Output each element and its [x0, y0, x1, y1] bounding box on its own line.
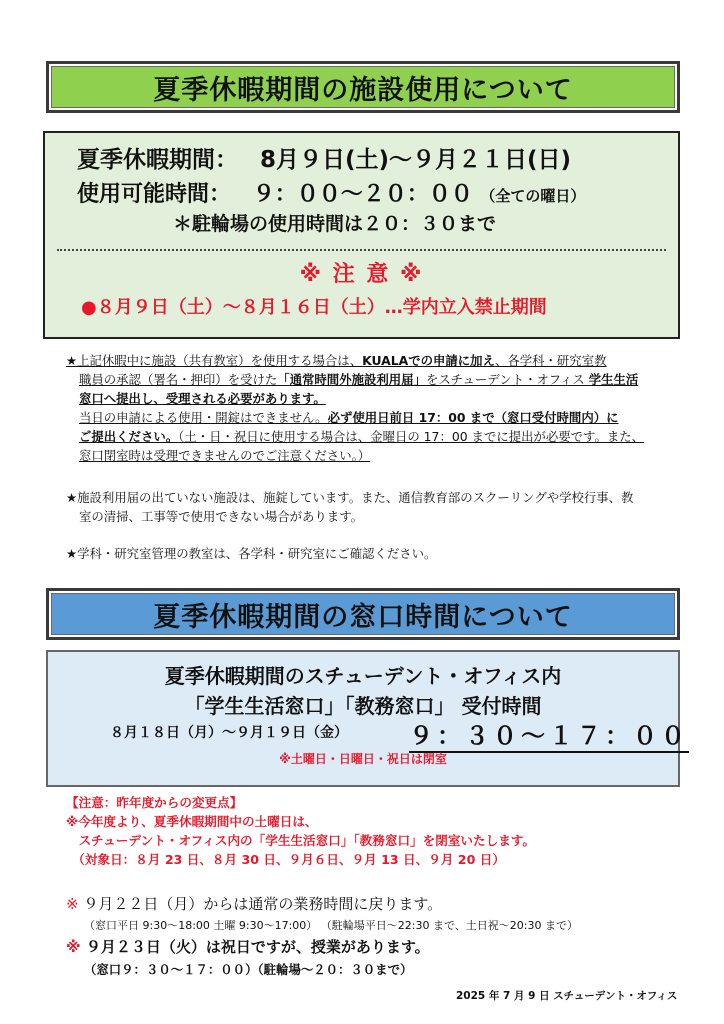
- bike-note: ＊駐輪場の使用時間は２０：３０まで: [173, 213, 497, 235]
- note2-text-a: ★施設利用届の出ていない施設は、施錠しています。また、通信教育部のスクーリングや学校行事、教: [66, 490, 634, 505]
- office-hours-banner: [46, 588, 680, 640]
- campus-closure-period: ●８月９日（土）～８月１６日（土）…学内立入禁止期間: [81, 297, 547, 318]
- office-closed-note: ※土曜日・日曜日・祝日は閉室: [279, 752, 447, 766]
- note1-text-h: 窓口へ提出し、受理される必要があります。: [79, 391, 326, 406]
- changes-notice: [66, 793, 535, 869]
- office-hours-time: ９：３０～１７：００: [409, 716, 689, 753]
- hours-label: 使用可能時間：: [77, 182, 232, 207]
- period-row: [77, 141, 710, 174]
- note1-text-i: 当日の申請による使用・開錠はできません。: [79, 410, 328, 425]
- changes-heading: 【注意：昨年度からの変更点】: [66, 795, 243, 810]
- office-hours-title: 夏季休暇期間の窓口時間について: [153, 601, 573, 633]
- office-hours-dates: ８月１８日（月）～９月１９日（金）: [110, 725, 348, 741]
- normal-hours-detail: （窓口平日 9:30～18:00 土曜 9:30～17:00） （駐輪場平日～22:30 まで、土日祝～20:30 まで）: [84, 919, 578, 932]
- hours-note: （全ての曜日）: [480, 187, 586, 205]
- application-note: [66, 351, 676, 465]
- hours-row: [77, 177, 710, 208]
- changes-line1: ※今年度より、夏季休暇期間中の土曜日は、: [66, 814, 318, 829]
- vacation-period-box: [43, 131, 680, 339]
- note1-text-f: をスチューデント・オフィス: [425, 372, 585, 387]
- issue-date-office: 2025 年 7 月 9 日 スチューデント・オフィス: [456, 990, 678, 1002]
- period-value: 8月９日(土)～９月２１日(日): [260, 147, 572, 173]
- office-hours-line1: 夏季休暇期間のスチューデント・オフィス内: [164, 664, 562, 688]
- note1-text-k: ご提出ください。: [79, 429, 179, 444]
- office-hours-box: [46, 650, 689, 787]
- note1-text-b: KUALAでの申請に加え: [362, 353, 495, 368]
- note1-text-m: 窓口閉室時は受理できませんのでご注意ください。）: [79, 448, 371, 463]
- normal-hours-return: [66, 893, 442, 914]
- normal-hours-text: ９月２２日（月）からは通常の業務時間に戻ります。: [83, 895, 443, 913]
- note1-text-l: （土・日・祝日に使用する場合は、金曜日の 17：00 までに提出が必要です。また、: [178, 429, 645, 444]
- note1-text-a: ★上記休暇中に施設（共有教室）を使用する場合は、: [66, 353, 363, 368]
- holiday-classes-note: [66, 936, 430, 957]
- note1-text-g: 学生生活: [588, 372, 639, 387]
- changes-line3: （対象日：８月 23 日、８月 30 日、９月６日、９月 13 日、９月 20 日）: [66, 852, 505, 867]
- facility-use-title: 夏季休暇期間の施設使用について: [153, 74, 573, 106]
- changes-line2: スチューデント・オフィス内の「学生生活窓口」「教務窓口」を閉室いたします。: [66, 833, 535, 848]
- period-label: 夏季休暇期間：: [77, 147, 238, 173]
- facility-use-banner: [46, 61, 680, 113]
- red-mark: ※: [66, 938, 81, 956]
- note1-text-d: 職員の承認（署名・押印）を受けた: [79, 372, 278, 387]
- caution-title: ※ 注 意 ※: [299, 262, 424, 287]
- note1-text-j: 必ず使用日前日 17：00 まで（窓口受付時間内）に: [327, 410, 619, 425]
- hours-value: ９：００～２０：００: [252, 182, 473, 207]
- note2-text-b: 室の清掃、工事等で使用できない場合があります。: [79, 509, 363, 524]
- holiday-hours-detail: （窓口９：３０～１７：００）（駐輪場～２０：３０まで）: [84, 962, 413, 977]
- office-hours-line2: 「学生生活窓口」「教務窓口」 受付時間: [184, 694, 542, 718]
- dotted-divider: [57, 249, 666, 251]
- holiday-classes-text: ９月２３日（火）は祝日ですが、授業があります。: [85, 938, 430, 956]
- department-rooms-note: ★学科・研究室管理の教室は、各学科・研究室にご確認ください。: [66, 546, 437, 561]
- note1-text-e: 「通常時間外施設利用届」: [277, 372, 426, 387]
- locked-facilities-note: [66, 488, 676, 526]
- note1-text-c: 、各学科・研究室教: [494, 353, 607, 368]
- red-mark: ※: [66, 895, 79, 913]
